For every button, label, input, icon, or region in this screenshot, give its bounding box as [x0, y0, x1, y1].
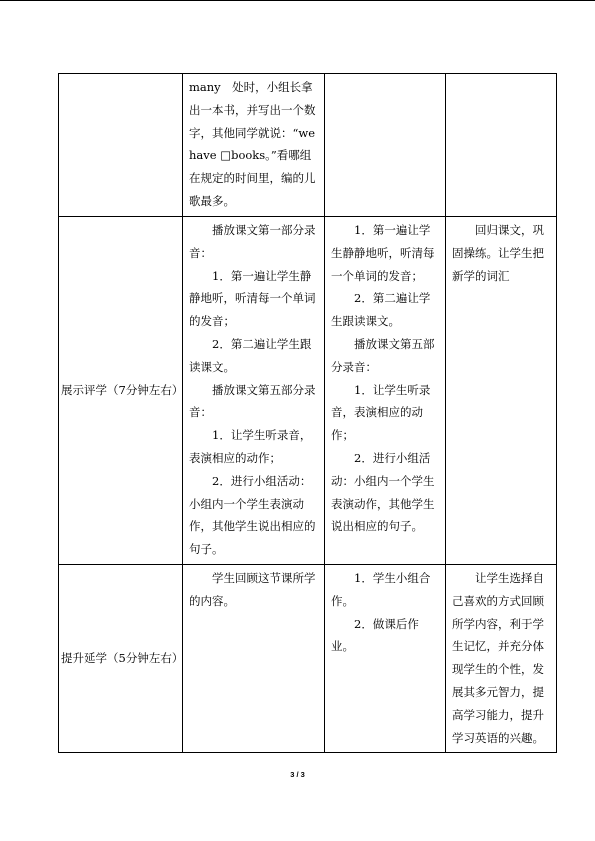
teacher-activity-cell — [183, 564, 325, 752]
design-intent-cell — [446, 74, 557, 217]
paragraph: 1．学生小组合作。 — [331, 570, 431, 608]
table-row — [59, 217, 557, 565]
lesson-plan-table — [58, 73, 557, 753]
stage-label-cell — [59, 74, 183, 217]
paragraph: 2．进行小组活动：小组内一个学生表演动作，其他学生说出相应的句子。 — [189, 473, 316, 557]
paragraph: 回归课文，巩固操练。让学生把新学的词汇 — [452, 223, 544, 283]
teacher-activity-cell — [183, 217, 325, 565]
paragraph: 1．让学生听录音，表演相应的动作； — [331, 382, 431, 443]
paragraph: 1．第一遍让学生静静地听，听清每一个单词的发音； — [189, 268, 316, 329]
design-intent-cell — [446, 564, 557, 752]
paragraph: 2．第二遍让学生跟读课文。 — [331, 291, 431, 329]
paragraph: 2．第二遍让学生跟读课文。 — [189, 336, 312, 374]
paragraph: many 处时，小组长拿出一本书，并写出一个数字，其他同学就说：“we have □books。”看哪组在规定的时间里，编的儿歌最多。 — [189, 80, 316, 208]
paragraph: 播放课文第五部分录音： — [189, 382, 316, 420]
paragraph: 1．第一遍让学生静静地听，听清每一个单词的发音； — [331, 223, 435, 283]
paragraph: 1．让学生听录音，表演相应的动作； — [189, 428, 312, 465]
teacher-activity-cell — [183, 74, 325, 217]
stage-label-cell: 展示评学（7分钟左右） — [59, 217, 183, 565]
paragraph: 让学生选择自己喜欢的方式回顾所学内容，利于学生记忆，并充分体现学生的个性，发展其多元智力，提高学习能力，提升学习英语的兴趣。 — [452, 570, 544, 745]
table-row — [59, 74, 557, 217]
paragraph: 2．进行小组活动：小组内一个学生表演动作，其他学生说出相应的句子。 — [331, 450, 435, 534]
stage-label-cell: 提升延学（5分钟左右） — [59, 564, 183, 752]
paragraph: 学生回顾这节课所学的内容。 — [189, 570, 316, 608]
paragraph: 播放课文第一部分录音： — [189, 223, 316, 260]
student-activity-cell — [325, 564, 446, 752]
student-activity-cell — [325, 74, 446, 217]
header-rule — [0, 0, 595, 1]
table-row — [59, 564, 557, 752]
paragraph: 播放课文第五部分录音： — [331, 336, 435, 374]
student-activity-cell — [325, 217, 446, 565]
design-intent-cell — [446, 217, 557, 565]
paragraph: 2．做课后作业。 — [331, 616, 419, 654]
page-number: 3 / 3 — [290, 770, 305, 779]
